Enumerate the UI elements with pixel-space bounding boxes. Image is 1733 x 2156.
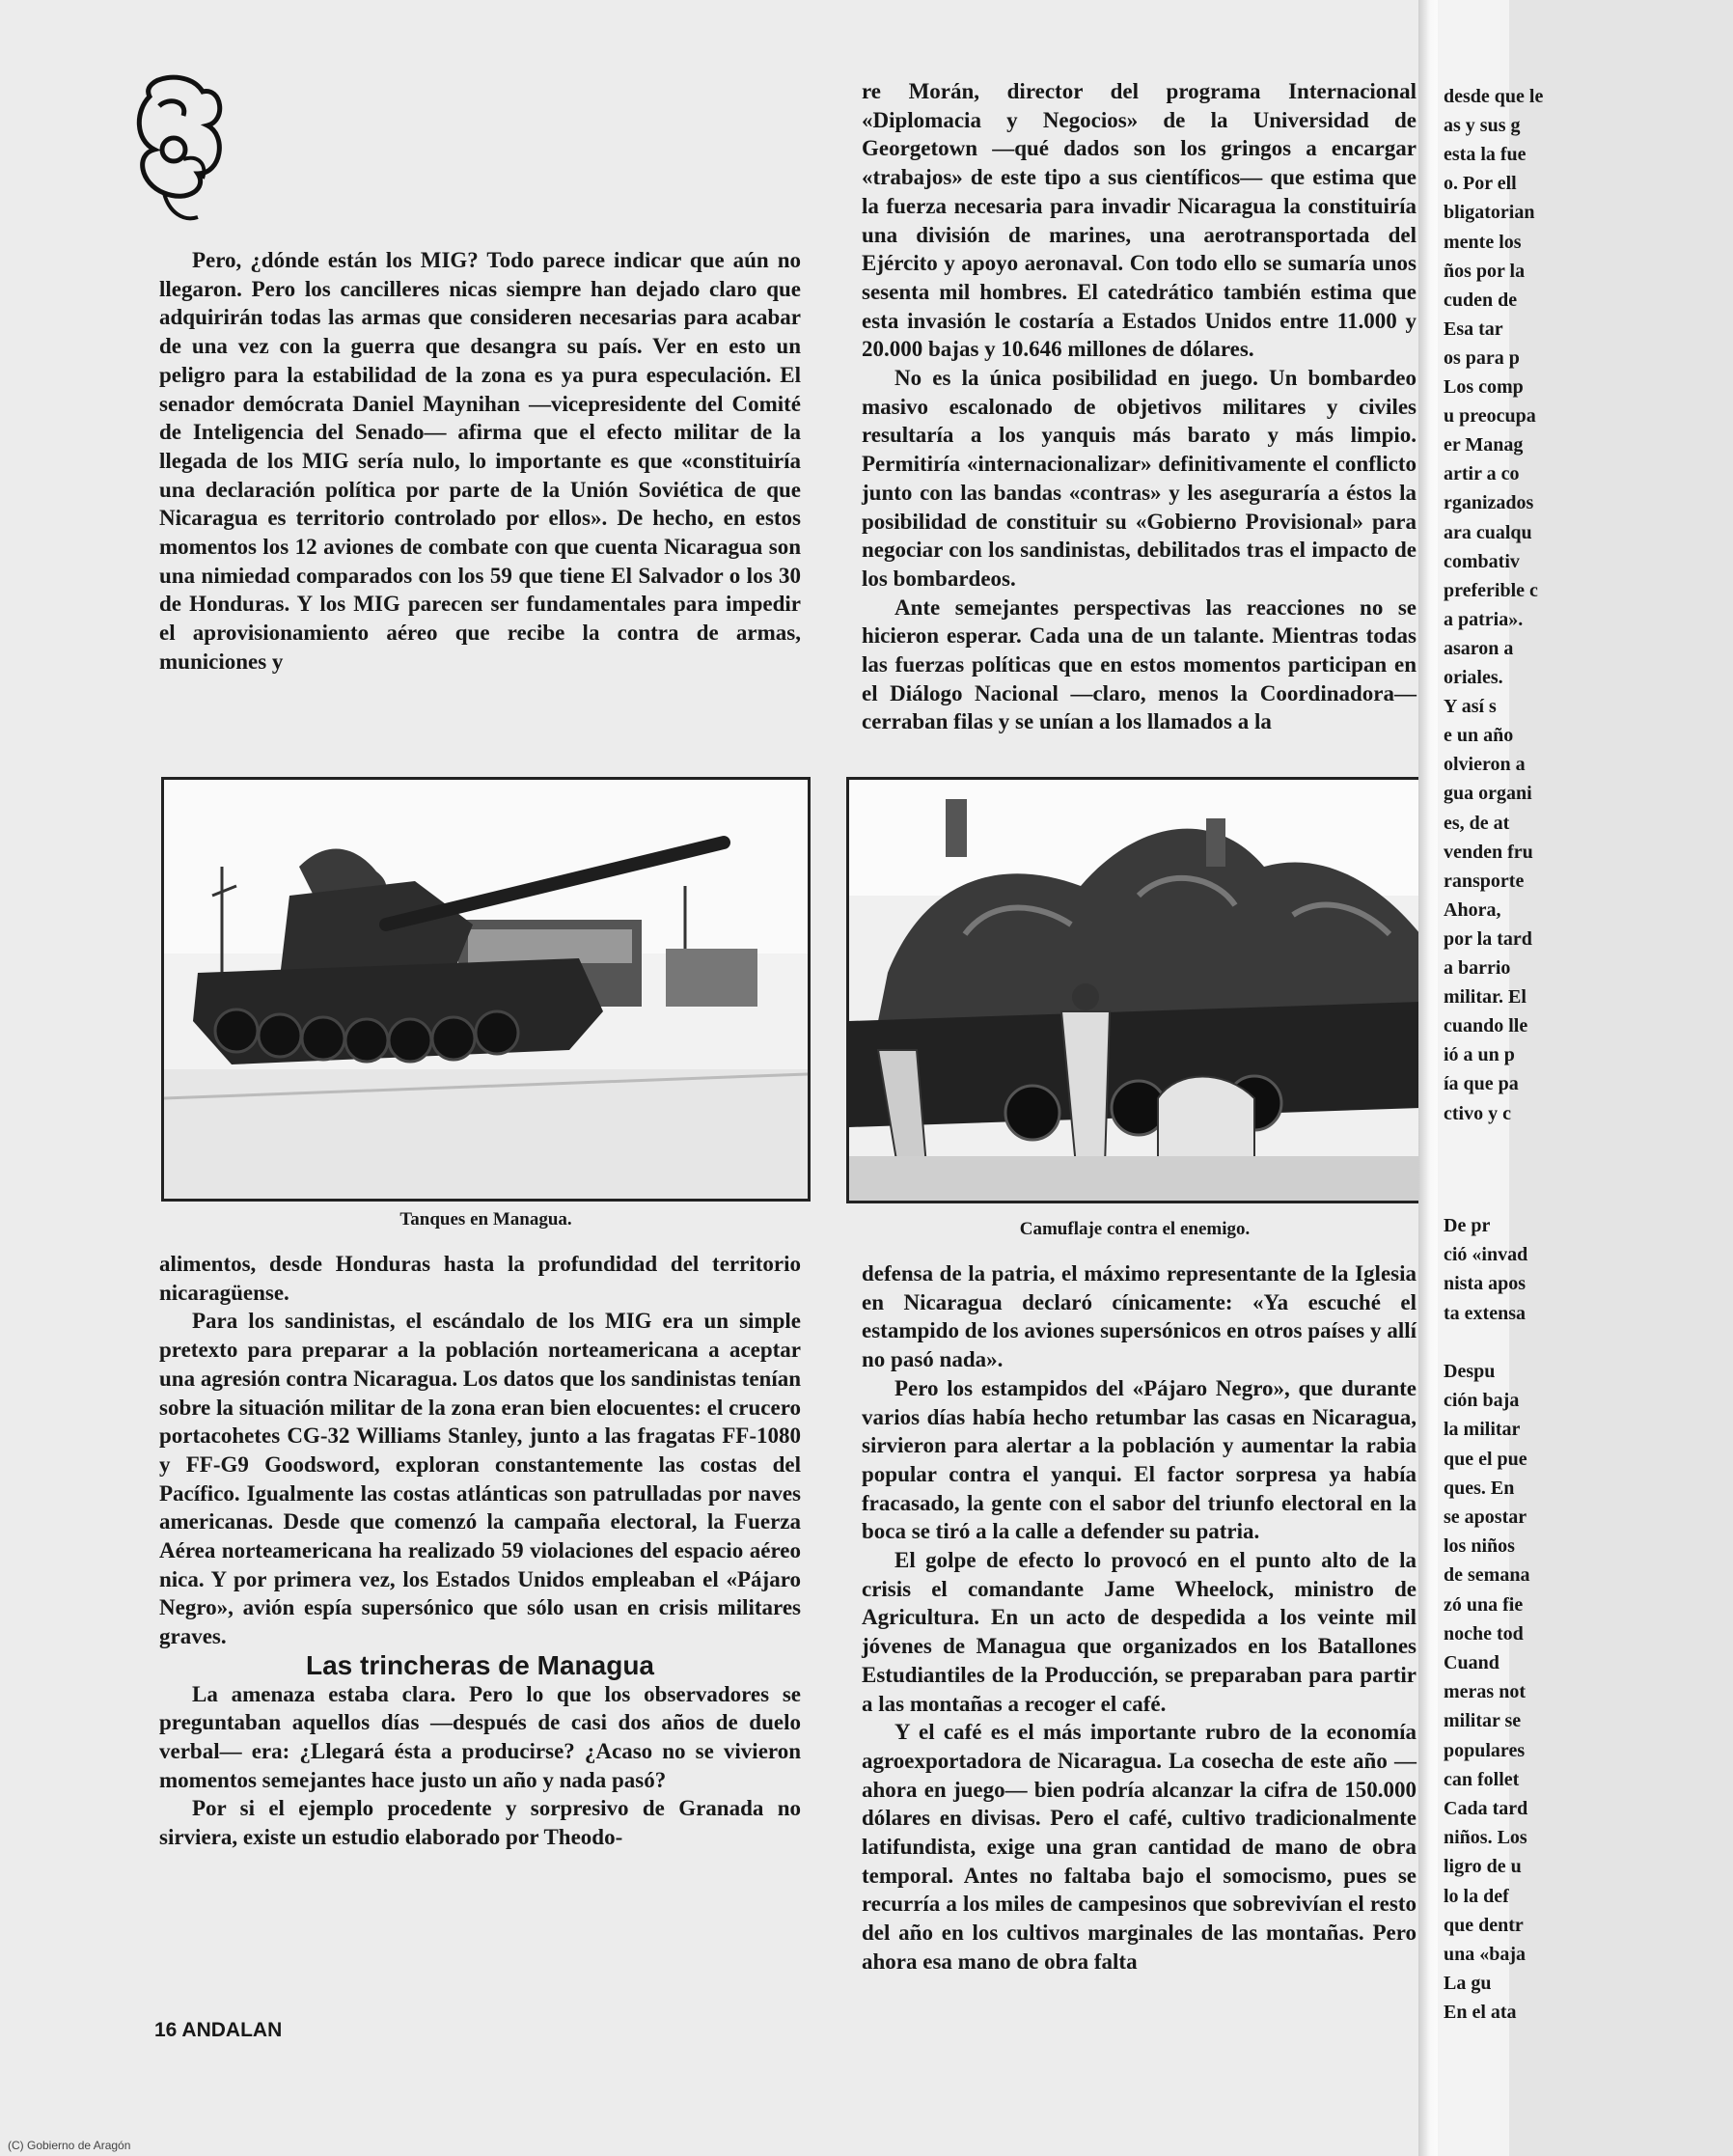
next-page-text-fragment: cuden de — [1444, 289, 1518, 311]
article-column-right-bottom — [862, 1259, 1417, 1976]
next-page-text-fragment: can follet — [1444, 1768, 1520, 1790]
next-page-text-fragment: ños por la — [1444, 260, 1526, 282]
next-page-text-fragment: En el ata — [1444, 2002, 1517, 2024]
next-page-text-fragment: ques. En — [1444, 1477, 1515, 1499]
next-page-text-fragment: gua organi — [1444, 783, 1532, 805]
next-page-text-fragment: venden fru — [1444, 841, 1533, 863]
next-page-text-fragment: ció «invad — [1444, 1244, 1528, 1266]
next-page-text-fragment: oriales. — [1444, 667, 1503, 688]
copyright-notice: (C) Gobierno de Aragón — [8, 2139, 131, 2152]
next-page-text-fragment: La gu — [1444, 1973, 1492, 1995]
next-page-text-fragment: de semana — [1444, 1564, 1530, 1587]
next-page-text-fragment: e un año — [1444, 725, 1514, 747]
next-page-text-fragment: ió a un p — [1444, 1044, 1515, 1066]
next-page-text-fragment: Cada tard — [1444, 1798, 1528, 1819]
photo-camouflage — [846, 777, 1423, 1203]
paragraph: defensa de la patria, el máximo representante de la Iglesia en Nicaragua declaró cínicamente: «Ya escuché el estampido de los aviones supersónicos en otros países y allí no pasó nada». — [862, 1261, 1417, 1372]
next-page-text-fragment: o. Por ell — [1444, 173, 1517, 195]
next-page-text-fragment: ransporte — [1444, 870, 1525, 892]
next-page-text-fragment: es, de at — [1444, 812, 1510, 834]
next-page-text-fragment: a barrio — [1444, 957, 1511, 979]
andalan-logo — [130, 68, 236, 232]
next-page-text-fragment: bligatorian — [1444, 202, 1535, 224]
article-column-right-top — [862, 77, 1417, 736]
paragraph: No es la única posibilidad en juego. Un bombardeo masivo escalonado de objetivos militares y civiles resultaría a los yanquis más barato y más limpio. Permitiría «internacionalizar» definitivamente el conflicto junto con las bandas «contras» y les aseguraría a éstos la posibilidad de constituir su «Gobierno Provisional» para negociar con los sandinistas, debilitados tras el impacto de los bombardeos. — [862, 366, 1417, 591]
next-page-text-fragment: olvieron a — [1444, 754, 1526, 776]
article-column-left-bottom — [159, 1250, 801, 1852]
section-heading: Las trincheras de Managua — [305, 1649, 654, 1680]
next-page-text-fragment: una «baja — [1444, 1944, 1527, 1965]
next-page-text-fragment: er Manag — [1444, 434, 1524, 456]
next-page-text-fragment: Los comp — [1444, 376, 1524, 398]
next-page-text-fragment: militar. El — [1444, 986, 1527, 1009]
next-page-text-fragment: os para p — [1444, 346, 1520, 369]
paragraph: Pero los estampidos del «Pájaro Negro», que durante varios días había hecho retumbar las casas en Nicaragua, sirvieron para alertar a la población y aumentar la rabia popular contra el yanqui. El factor sorpresa ya había fracasado, la gente con el sabor del triunfo electoral en la boca se tiró a la calle a defender su patria. — [862, 1375, 1417, 1544]
next-page-text-fragment: lo la def — [1444, 1885, 1509, 1907]
next-page-text-fragment: noche tod — [1444, 1622, 1524, 1645]
next-page-text-fragment: ligro de u — [1444, 1856, 1522, 1878]
next-page-text-fragment: ctivo y c — [1444, 1102, 1511, 1124]
page-folio: 16 ANDALAN — [154, 2019, 283, 2041]
next-page-text-fragment: se apostar — [1444, 1506, 1527, 1528]
next-page-text-fragment: zó una fie — [1444, 1593, 1524, 1616]
paragraph: Para los sandinistas, el escándalo de los MIG era un simple pretexto para preparar a la población norteamericana a aceptar una agresión contra Nicaragua. Los datos que los sandinistas tenían sobre la situación militar de la zona eran bien elocuentes: el crucero portacohetes CG-32 Williams Stanley, junto a las fragatas FF-1080 y FF-G9 Goodsword, exploran constantemente las costas del Pacífico. Igualmente las costas atlánticas son patrulladas por naves americanas. Desde que comenzó la campaña electoral, la Fuerza Aérea norteamericana ha realizado 59 violaciones del espacio aéreo nica. Y por primera vez, los Estados Unidos empleaban el «Pájaro Negro», avión espía supersónico que sólo usan en crisis militares graves. — [159, 1309, 801, 1649]
next-page-text-fragment: ía que pa — [1444, 1073, 1519, 1095]
next-page-text-fragment: u preocupa — [1444, 405, 1536, 428]
paragraph: Pero, ¿dónde están los MIG? Todo parece indicar que aún no llegaron. Pero los cancilleres nicas siempre han dejado claro que adquirirán todas las armas que consideren necesarias para acabar de una vez con la guerra que desangra su país. Ver en esto un peligro para la estabilidad de la zona es ya pura especulación. El senador demócrata Daniel Maynihan —vicepresidente del Comité de Inteligencia del Senado— afirma que el efecto militar de la llegada de los MIG sería nulo, lo importante es que «constituiría una declaración política por parte de la Unión Soviética de que Nicaragua es territorio controlado por ellos». De hecho, en estos momentos los 12 aviones de combate con que cuenta Nicaragua son una nimiedad comparados con los 59 que tiene El Salvador o los 30 de Honduras. Y los MIG parecen ser fundamentales para impedir el aprovisionamiento aéreo que recibe la contra de armas, municiones y — [159, 248, 801, 674]
photo-caption: Camuflaje contra el enemigo. — [1019, 1219, 1251, 1239]
next-page-text-fragment: desde que le — [1444, 86, 1544, 107]
paragraph: Ante semejantes perspectivas las reacciones no se hicieron esperar. Cada una de un talante. Mientras todas las fuerzas políticas que en estos momentos participan en el Diálogo Nacional —claro, menos la Coordinadora— cerraban filas y se unían a los llamados a la — [862, 594, 1417, 734]
next-page-text-fragment: meras not — [1444, 1681, 1526, 1703]
next-page-text-fragment: Y así s — [1444, 696, 1497, 718]
article-column-left-top — [159, 246, 801, 677]
next-page-text-fragment: De pr — [1444, 1215, 1491, 1236]
next-page-text-fragment: Esa tar — [1444, 318, 1503, 340]
next-page-text-fragment: artir a co — [1444, 463, 1520, 485]
paragraph: El golpe de efecto lo provocó en el punto alto de la crisis el comandante Jame Wheelock, ministro de Agricultura. En un acto de despedida a los veinte mil jóvenes de Managua que organizados en los Batallones Estudiantiles de la Producción, se preparaban para partir a las montañas a recoger el café. — [862, 1548, 1417, 1716]
next-page-text-fragment: cuando lle — [1444, 1015, 1528, 1037]
next-page-text-fragment: ta extensa — [1444, 1302, 1526, 1324]
next-page-text-fragment: asaron a — [1444, 637, 1514, 659]
next-page-text-fragment: Ahora, — [1444, 898, 1501, 921]
next-page-text-fragment: nista apos — [1444, 1273, 1527, 1295]
paragraph: Y el café es el más importante rubro de la economía agroexportadora de Nicaragua. La cosecha de este año —ahora en juego— bien podría alcanzar la cifra de 150.000 dólares en divisas. Pero el café, cultivo tradicionalmente latifundista, exige una gran cantidad de mano de obra temporal. Antes no faltaba bajo el somocismo, pues se recurría a los miles de campesinos que sobrevivían el resto del año en los cultivos marginales de las montañas. Pero ahora esa mano de obra falta — [862, 1720, 1417, 1974]
next-page-text-fragment: ara cualqu — [1444, 521, 1532, 543]
photo-tanks-in-managua — [161, 777, 811, 1202]
next-page-text-fragment: as y sus g — [1444, 115, 1521, 137]
next-page-text-fragment: combativ — [1444, 550, 1520, 572]
next-page-text-fragment: niños. Los — [1444, 1827, 1527, 1849]
next-page-text-fragment: Despu — [1444, 1361, 1496, 1382]
next-page-text-fragment: que el pue — [1444, 1448, 1527, 1470]
next-page-text-fragment: esta la fue — [1444, 144, 1527, 166]
adjacent-page-strip — [1438, 0, 1544, 2156]
next-page-text-fragment: los niños — [1444, 1535, 1515, 1558]
next-page-text-fragment: la militar — [1444, 1419, 1521, 1441]
paragraph: La amenaza estaba clara. Pero lo que los observadores se preguntaban aquellos días —después de casi dos años de duelo verbal— era: ¿Llegará ésta a producirse? ¿Acaso no se vivieron momentos semejantes hace justo un año y nada pasó? — [159, 1681, 801, 1792]
next-page-text-fragment: rganizados — [1444, 492, 1534, 514]
next-page-text-fragment: a patria». — [1444, 608, 1524, 630]
next-page-text-fragment: mente los — [1444, 231, 1522, 253]
next-page-text-fragment: preferible c — [1444, 579, 1538, 601]
next-page-text-fragment: populares — [1444, 1739, 1526, 1761]
paragraph: re Morán, director del programa Internacional «Diplomacia y Negocios» de la Universidad de Georgetown —qué dados son los gringos a encargar «trabajos» de este tipo a sus científicos— que estima que la fuerza necesaria para invadir Nicaragua la constituiría una división de marines, una aerotransportada del Ejército y apoyo aeronaval. Con todo ello se sumaría unos sesenta mil hombres. El catedrático también estima que esta invasión le costaría a Estados Unidos entre 11.000 y 20.000 bajas y 10.646 millones de dólares. — [862, 79, 1417, 362]
next-page-text-fragment: por la tard — [1444, 927, 1532, 950]
next-page-text-fragment: Cuand — [1444, 1652, 1499, 1673]
next-page-text-fragment: militar se — [1444, 1710, 1522, 1732]
paragraph: alimentos, desde Honduras hasta la profundidad del territorio nicaragüense. — [159, 1252, 801, 1305]
next-page-text-fragment: que dentr — [1444, 1914, 1524, 1936]
photo-caption: Tanques en Managua. — [399, 1209, 572, 1230]
next-page-text-fragment: ción baja — [1444, 1390, 1520, 1412]
paragraph: Por si el ejemplo procedente y sorpresivo de Granada no sirviera, existe un estudio elaborado por Theodo- — [159, 1796, 801, 1850]
